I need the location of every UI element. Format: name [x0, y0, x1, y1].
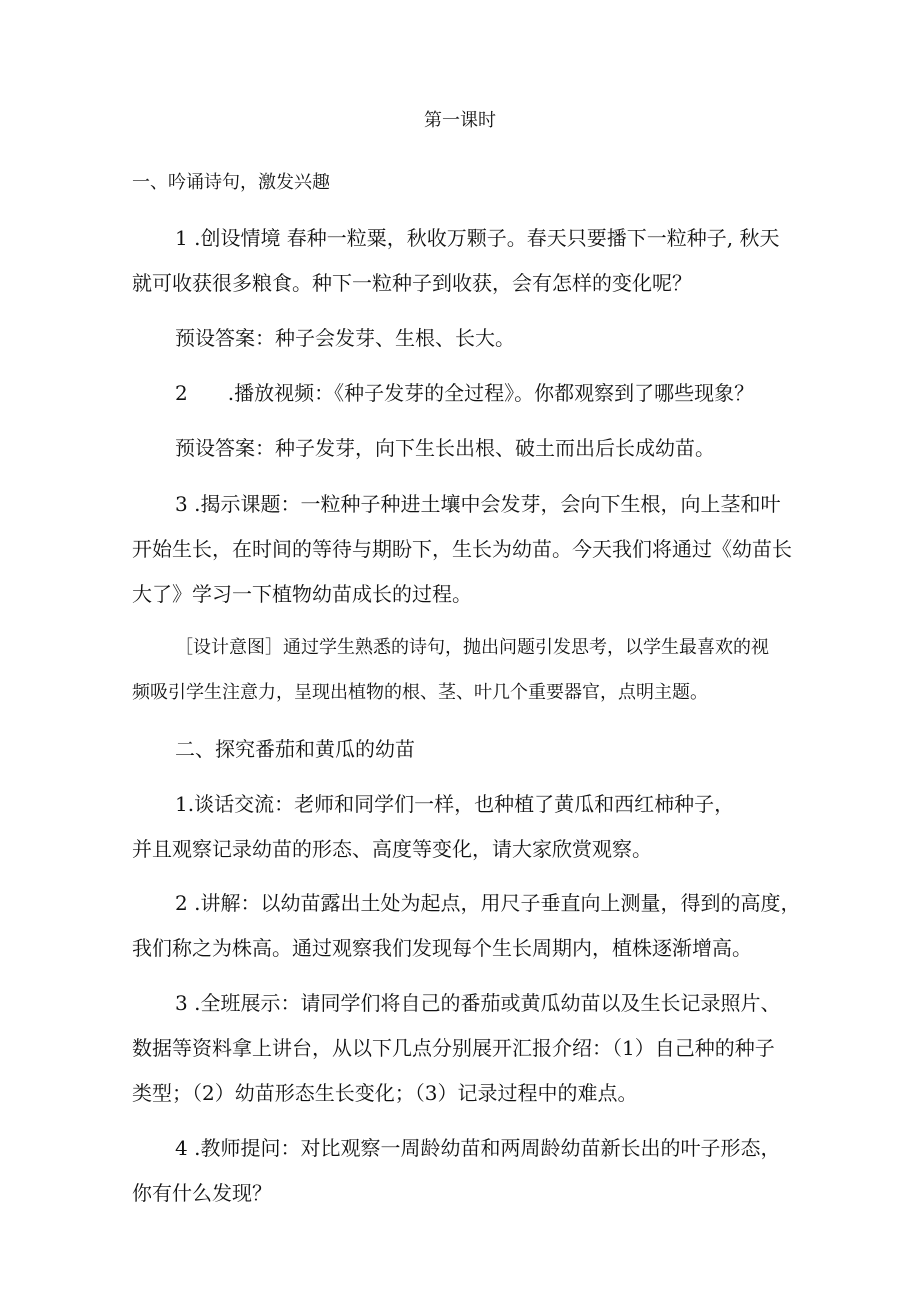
design-intent-line-1: ［设计意图］通过学生熟悉的诗句，抛出问题引发思考，以学生最喜欢的视	[175, 637, 769, 658]
design-intent-line-2: 频吸引学生注意力，呈现出植物的根、茎、叶几个重要器官，点明主题。	[132, 682, 708, 703]
section-2-paragraph-2-line-1: 2 .讲解：以幼苗露出土处为起点，用尺子垂直向上测量，得到的高度，	[175, 891, 801, 915]
section-2-paragraph-3-line-1: 3 .全班展示：请同学们将自己的番茄或黄瓜幼苗以及生长记录照片、	[175, 991, 781, 1015]
section-heading-2: 二、探究番茄和黄瓜的幼苗	[175, 737, 415, 761]
section-2-paragraph-2-line-2: 我们称之为株高。通过观察我们发现每个生长周期内，植株逐渐增高。	[132, 936, 752, 960]
paragraph-3-line-1: 3 .揭示课题：一粒种子种进土壤中会发芽，会向下生根，向上茎和叶	[175, 492, 781, 516]
page-title: 第一课时	[424, 110, 496, 131]
paragraph-3-line-2: 开始生长，在时间的等待与期盼下，生长为幼苗。今天我们将通过《幼苗长	[132, 537, 792, 561]
paragraph-1-line-2: 就可收获很多粮食。种下一粒种子到收获，会有怎样的变化呢？	[132, 271, 692, 295]
section-2-paragraph-4-line-1: 4 .教师提问：对比观察一周龄幼苗和两周龄幼苗新长出的叶子形态，	[175, 1136, 781, 1160]
paragraph-1-answer: 预设答案：种子会发芽、生根、长大。	[175, 326, 515, 350]
paragraph-2-answer: 预设答案：种子发芽，向下生长出根、破土而出后长成幼苗。	[175, 436, 715, 460]
section-2-paragraph-1-line-1: 1.谈话交流：老师和同学们一样，也种植了黄瓜和西红柿种子，	[175, 792, 735, 816]
paragraph-2-line-1: 2 .播放视频：《种子发芽的全过程》。你都观察到了哪些现象？	[175, 381, 755, 405]
section-2-paragraph-3-line-3: 类型；（2）幼苗形态生长变化；（3）记录过程中的难点。	[132, 1081, 638, 1105]
section-2-paragraph-3-line-2: 数据等资料拿上讲台，从以下几点分别展开汇报介绍：（1）自己种的种子	[132, 1036, 775, 1060]
paragraph-3-line-3: 大了》学习一下植物幼苗成长的过程。	[132, 582, 472, 606]
paragraph-1-line-1: 1 .创设情境 春种一粒粟，秋收万颗子。春天只要播下一粒种子, 秋天	[175, 226, 780, 250]
section-2-paragraph-1-line-2: 并且观察记录幼苗的形态、高度等变化，请大家欣赏观察。	[132, 837, 652, 861]
section-heading-1: 一、吟诵诗句，激发兴趣	[132, 172, 330, 193]
section-2-paragraph-4-line-2: 你有什么发现？	[132, 1181, 272, 1205]
